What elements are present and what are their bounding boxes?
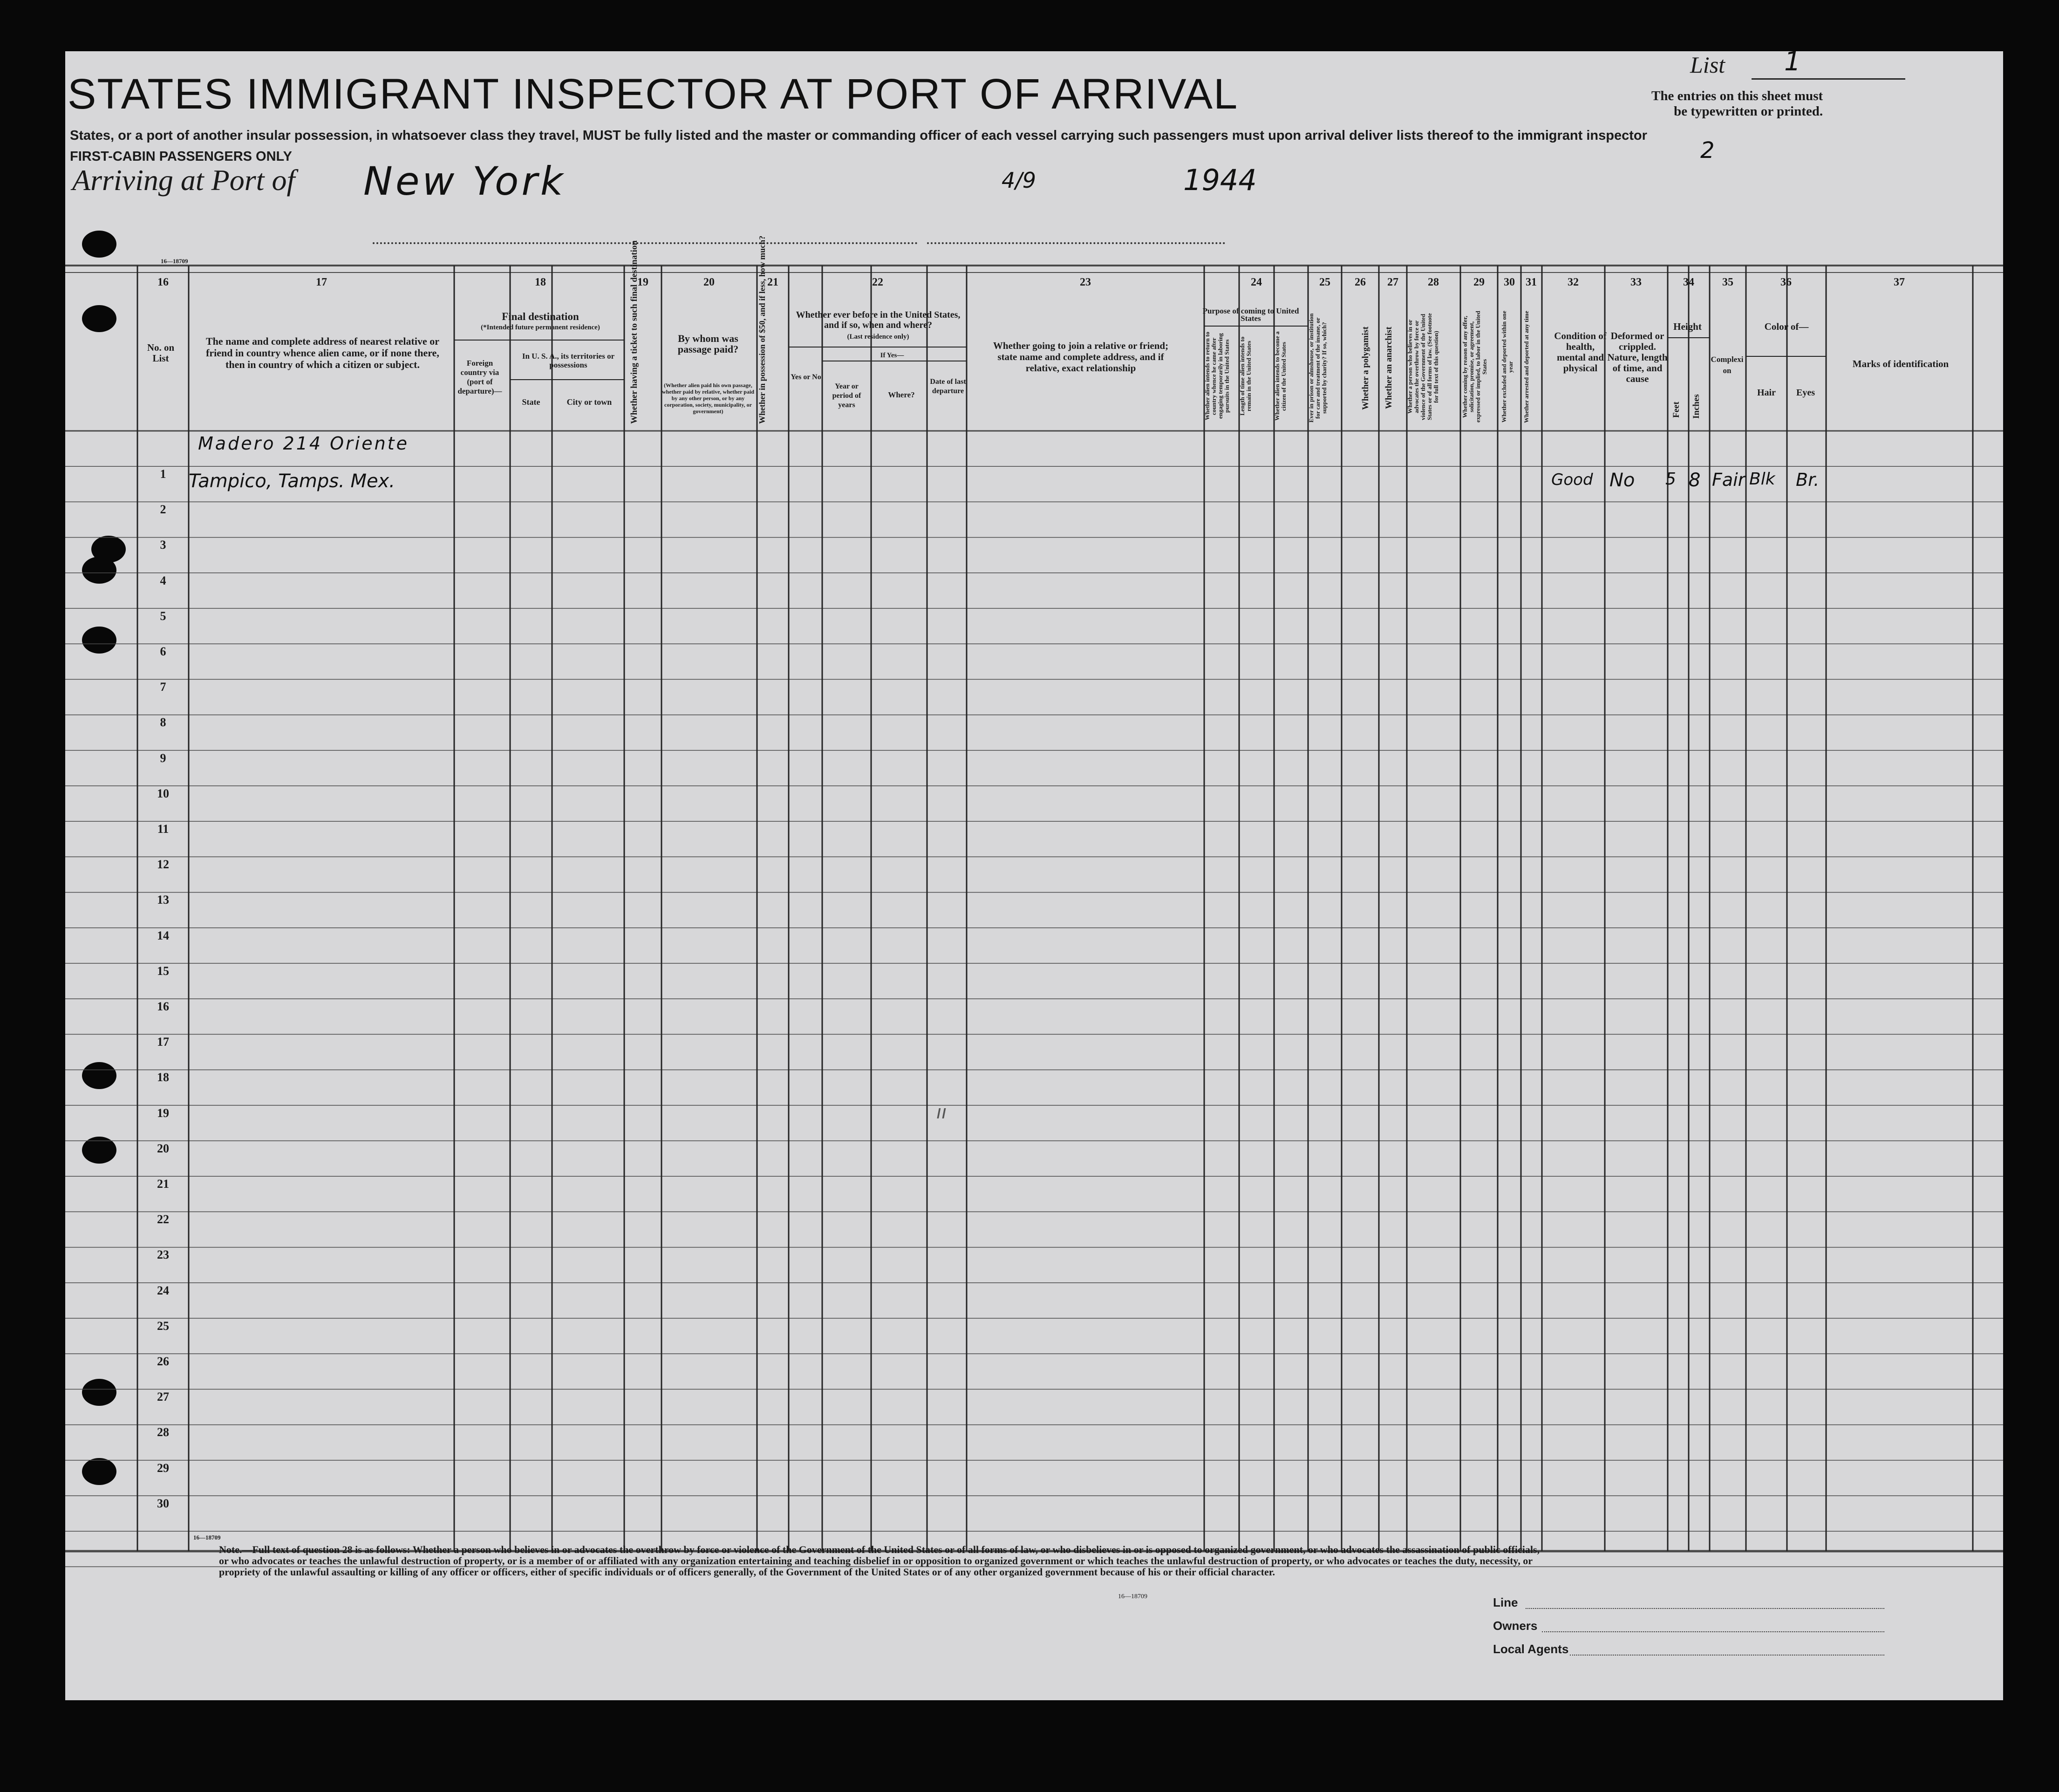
column-number: 27 xyxy=(1387,276,1398,288)
header-hair: Hair xyxy=(1757,388,1776,398)
row-number: 16 xyxy=(157,1000,169,1013)
row-number: 1 xyxy=(160,467,166,481)
row-number: 6 xyxy=(160,645,166,658)
arrival-date: 4/9 xyxy=(1002,168,1036,193)
column-number: 20 xyxy=(703,276,715,288)
header-passage-paid: By whom was passage paid? xyxy=(677,333,739,355)
arriving-label: Arriving at Port of xyxy=(72,164,295,197)
footnote: Note.—Full text of question 28 is as follows: Whether a person who believes in or advocates the overthrow by force or violence of the Government of the United States or of all forms of law, or who disbelieves in or is opposed to organized government, or who advocates the assassination of public officials, or who advocates or teaches the unlawful destruction of property, or is a member of or affiliated with any organization entertaining and teaching disbelief in or opposition to organized government or which teaches the unlawful destruction of property, or who advocates or teaches the duty, necessity, or propriety of the unlawful assaulting or killing of any officer or officers, either of specific individuals or of officers generally, of the Government of the United States or of any other organized government because of his or their official character. xyxy=(219,1544,1540,1578)
row-number: 11 xyxy=(157,822,169,836)
agents-blank xyxy=(1570,1655,1884,1656)
header-no-on-list: No. on List xyxy=(147,342,175,364)
row-number: 21 xyxy=(157,1177,169,1191)
row-number: 14 xyxy=(157,928,169,942)
column-number: 18 xyxy=(535,276,546,288)
form-code: 16—18709 xyxy=(161,258,188,265)
row-number: 19 xyxy=(157,1106,169,1120)
header-yes-no: Yes or No xyxy=(791,373,821,381)
header-if-yes: If Yes— xyxy=(880,352,904,359)
list-number: 1 xyxy=(1784,47,1801,77)
header-ticket: Whether having a ticket to such final destination xyxy=(629,240,639,424)
header-foreign-country: Foreign country via (port of departure)— xyxy=(457,359,502,395)
column-number: 32 xyxy=(1568,276,1579,288)
feet-value: 5 xyxy=(1665,470,1676,489)
column-number: 31 xyxy=(1526,276,1537,288)
header-date-departure: Date of last departure xyxy=(930,378,966,395)
header-polygamist: Whether a polygamist xyxy=(1361,326,1370,410)
row-number: 7 xyxy=(160,680,166,694)
header-anarchist: Whether an anarchist xyxy=(1384,327,1394,409)
header-complexion: Complexion xyxy=(1711,355,1744,375)
header-where: Where? xyxy=(888,390,915,399)
deformed-value: No xyxy=(1609,470,1635,491)
row-number: 5 xyxy=(160,609,166,623)
health-value: Good xyxy=(1551,470,1593,489)
header-deformed: Deformed or crippled. Nature, length of time, and cause xyxy=(1607,330,1668,384)
row-number: 25 xyxy=(157,1319,169,1333)
header-health: Condition of health, mental and physical xyxy=(1554,330,1607,374)
form-title: STATES IMMIGRANT INSPECTOR AT PORT OF ARRIVAL xyxy=(68,70,1239,118)
row-number: 9 xyxy=(160,751,166,765)
header-final-destination-sub: (*Intended future permanent residence) xyxy=(481,324,600,331)
complexion-value: Fair xyxy=(1712,470,1745,490)
header-city: City or town xyxy=(566,397,612,407)
row-number: 18 xyxy=(157,1070,169,1084)
row-number: 20 xyxy=(157,1141,169,1155)
row-number: 28 xyxy=(157,1425,169,1439)
header-purpose: Purpose of coming to United States xyxy=(1202,307,1299,323)
column-number: 34 xyxy=(1683,276,1694,288)
header-year-period: Year or period of years xyxy=(832,382,861,409)
header-in-usa: In U. S. A., its territories or possessions xyxy=(522,352,615,369)
bottom-form-code: 16—18709 xyxy=(193,1534,221,1541)
column-number: 28 xyxy=(1428,276,1439,288)
row-number: 3 xyxy=(160,538,166,552)
column-number: 21 xyxy=(767,276,778,288)
column-number: 24 xyxy=(1251,276,1262,288)
port-name: New York xyxy=(363,158,566,204)
row-number: 13 xyxy=(157,893,169,907)
list-label: List xyxy=(1690,52,1725,78)
header-overthrow: Whether a person who believes in or advocates the overthrow by force or violence of the Government of the United States or of all forms of law. (See footnote for full text of this question) xyxy=(1406,313,1439,421)
address-line-1: Madero 214 Oriente xyxy=(198,433,409,454)
column-number: 30 xyxy=(1504,276,1515,288)
entries-note: The entries on this sheet must be typewritten or printed. xyxy=(1651,89,1823,119)
address-line-2: Tampico, Tamps. Mex. xyxy=(189,470,395,492)
header-marks: Marks of identification xyxy=(1852,358,1949,369)
column-number: 17 xyxy=(316,276,327,288)
header-labor-offer: Whether coming by reason of any offer, solicitation, promise, or agreement, expressed or implied, to labor in the United States xyxy=(1461,311,1488,423)
stray-mark: ıı xyxy=(936,1102,947,1123)
header-inches: Inches xyxy=(1691,394,1701,419)
header-purpose-return: Whether alien intends to return to country whence he came after engaging temporarily in laboring pursuits in the United States xyxy=(1204,332,1230,421)
passenger-class: FIRST-CABIN PASSENGERS ONLY xyxy=(70,149,292,164)
eyes-value: Br. xyxy=(1796,470,1820,490)
column-number: 36 xyxy=(1780,276,1792,288)
header-passage-paid-sub: (Whether alien paid his own passage, whether paid by relative, whether paid by any other person, or by any corporation, society, municipality, or government) xyxy=(661,382,754,415)
header-fifty-dollars: Whether in possession of $50, and if less, how much? xyxy=(757,235,767,424)
header-purpose-length: Length of time alien intends to remain in the United States xyxy=(1239,336,1252,416)
row-number: 8 xyxy=(160,715,166,729)
row-number: 29 xyxy=(157,1461,169,1475)
row-number: 12 xyxy=(157,858,169,872)
column-number: 37 xyxy=(1894,276,1905,288)
column-number: 19 xyxy=(637,276,648,288)
header-join-relative: Whether going to join a relative or friend; state name and complete address, and if relative, exact relationship xyxy=(993,340,1169,374)
header-feet: Feet xyxy=(1671,402,1681,418)
column-number: 23 xyxy=(1080,276,1091,288)
column-number: 16 xyxy=(157,276,169,288)
header-before-in-us: Whether ever before in the United States, and if so, when and where? xyxy=(796,310,961,330)
row-number: 17 xyxy=(157,1035,169,1049)
arrival-year: 1944 xyxy=(1183,163,1257,197)
row-number: 22 xyxy=(157,1213,169,1226)
column-number: 33 xyxy=(1630,276,1642,288)
row-number: 10 xyxy=(157,786,169,800)
row-number: 27 xyxy=(157,1390,169,1404)
header-height: Height xyxy=(1673,321,1702,332)
header-arrested: Whether arrested and deported at any time xyxy=(1523,311,1530,423)
header-eyes: Eyes xyxy=(1796,388,1815,398)
column-number: 22 xyxy=(872,276,883,288)
line-label: Line xyxy=(1493,1595,1518,1609)
column-number: 25 xyxy=(1319,276,1330,288)
column-number: 26 xyxy=(1355,276,1366,288)
header-before-in-us-sub: (Last residence only) xyxy=(847,333,909,341)
form-instructions: States, or a port of another insular possession, in whatsoever class they travel, MUST be fully listed and the master or commanding officer of each vessel carrying such passengers must upon arrival deliver lists thereof to the immigrant inspector xyxy=(70,128,1647,143)
header-nearest-relative: The name and complete address of nearest relative or friend in country whence alien came, or if none there, then in country of which a citizen or subject. xyxy=(205,335,440,370)
row-number: 26 xyxy=(157,1355,169,1368)
header-prison: Ever in prison or almshouse, or institution for care and treatment of the insane, or supported by charity? If so, which? xyxy=(1308,313,1328,423)
footnote-code: 16—18709 xyxy=(1118,1593,1147,1600)
row-number: 23 xyxy=(157,1248,169,1262)
header-purpose-citizen: Whether alien intends to become a citizen of the United States xyxy=(1274,331,1287,421)
row-number: 15 xyxy=(157,964,169,978)
row-number: 30 xyxy=(157,1496,169,1510)
inches-value: 8 xyxy=(1689,470,1701,491)
row-number: 4 xyxy=(160,573,166,587)
column-number: 35 xyxy=(1722,276,1733,288)
header-excluded: Whether excluded and deported within one year xyxy=(1500,311,1514,423)
header-final-destination: Final destination xyxy=(502,311,579,322)
header-state: State xyxy=(522,397,540,407)
owners-label: Owners xyxy=(1493,1619,1538,1633)
row-number: 24 xyxy=(157,1283,169,1297)
margin-mark: 2 xyxy=(1700,137,1715,164)
owners-blank xyxy=(1542,1631,1884,1632)
line-blank xyxy=(1526,1608,1884,1609)
hair-value: Blk xyxy=(1749,470,1775,489)
column-number: 29 xyxy=(1473,276,1485,288)
header-color: Color of— xyxy=(1764,321,1809,332)
row-number: 2 xyxy=(160,503,166,517)
agents-label: Local Agents xyxy=(1493,1642,1569,1656)
